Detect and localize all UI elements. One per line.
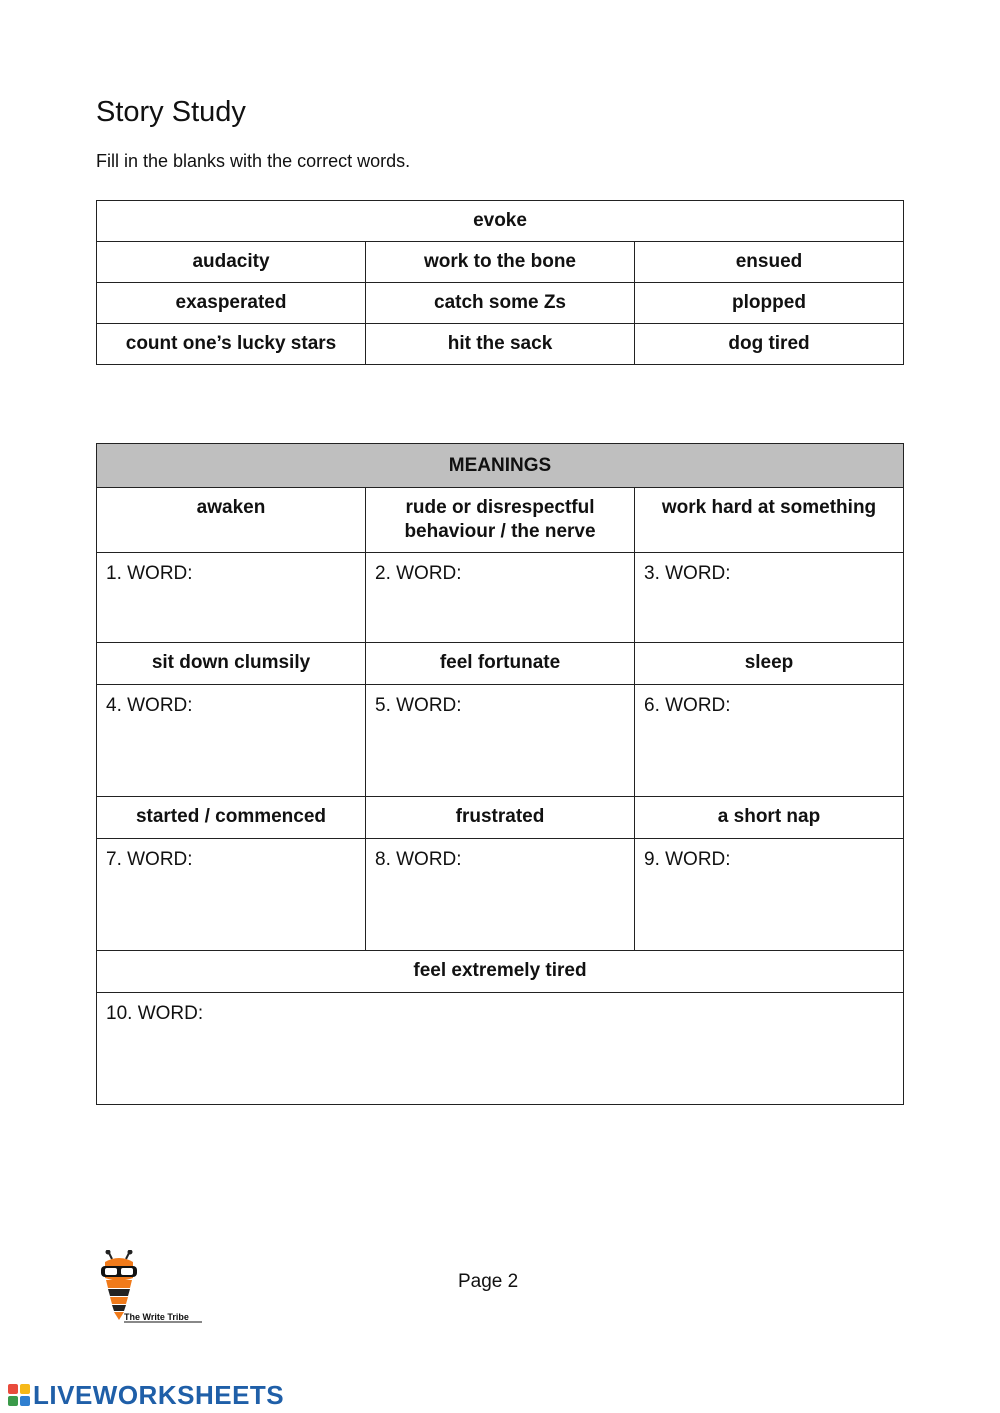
meaning-cell: a short nap: [635, 797, 904, 839]
logo-text: The Write Tribe: [124, 1312, 189, 1322]
meaning-cell: started / commenced: [97, 797, 366, 839]
answer-label: 2. WORD:: [375, 563, 462, 584]
answer-cell[interactable]: [635, 553, 904, 643]
instructions: Fill in the blanks with the correct words.: [96, 151, 411, 171]
meaning-cell: work hard at something: [635, 488, 904, 553]
meaning-cell: feel extremely tired: [97, 951, 904, 993]
answer-cell[interactable]: [97, 685, 366, 797]
word-bank-cell: ensued: [635, 242, 904, 283]
table-row: [97, 685, 904, 797]
word-bank-cell: exasperated: [97, 283, 366, 324]
answer-label: 9. WORD:: [644, 849, 731, 870]
answer-label: 7. WORD:: [106, 849, 193, 870]
answer-cell[interactable]: [366, 685, 635, 797]
word-bank-cell: catch some Zs: [366, 283, 635, 324]
answer-label: 6. WORD:: [644, 695, 731, 716]
answer-cell[interactable]: [635, 685, 904, 797]
meaning-cell: awaken: [97, 488, 366, 553]
answer-cell[interactable]: [97, 993, 904, 1105]
page-title: Story Study: [96, 96, 246, 128]
meaning-cell: frustrated: [366, 797, 635, 839]
meaning-cell: sleep: [635, 643, 904, 685]
table-row: [97, 553, 904, 643]
answer-cell[interactable]: [97, 839, 366, 951]
answer-label: 4. WORD:: [106, 695, 193, 716]
word-bank-cell: count one’s lucky stars: [97, 324, 366, 365]
answer-cell[interactable]: [97, 553, 366, 643]
table-row: [97, 283, 904, 324]
page-number: Page 2: [458, 1271, 519, 1292]
table-row: [97, 201, 904, 242]
table-row: [97, 797, 904, 839]
answer-label: 1. WORD:: [106, 563, 193, 584]
meanings-heading: MEANINGS: [97, 444, 904, 488]
blocks-icon: [8, 1384, 30, 1406]
table-row: [97, 643, 904, 685]
table-row: [97, 951, 904, 993]
meaning-cell: sit down clumsily: [97, 643, 366, 685]
word-bank-cell: dog tired: [635, 324, 904, 365]
word-bank-cell: plopped: [635, 283, 904, 324]
word-bank-cell: work to the bone: [366, 242, 635, 283]
table-row: [97, 242, 904, 283]
answer-label: 3. WORD:: [644, 563, 731, 584]
answer-cell[interactable]: [635, 839, 904, 951]
liveworksheets-brand: [8, 1381, 284, 1409]
answer-label: 8. WORD:: [375, 849, 462, 870]
table-row: [97, 324, 904, 365]
table-row: [97, 839, 904, 951]
word-bank-cell: hit the sack: [366, 324, 635, 365]
meanings-table: [96, 443, 904, 1105]
answer-label: 10. WORD:: [106, 1003, 204, 1024]
meaning-cell: feel fortunate: [366, 643, 635, 685]
meaning-cell: rude or disrespectful behaviour / the nerve: [366, 488, 635, 553]
answer-cell[interactable]: [366, 839, 635, 951]
answer-label: 5. WORD:: [375, 695, 462, 716]
table-row: [97, 488, 904, 553]
table-row: [97, 444, 904, 488]
write-tribe-logo: [98, 1250, 208, 1328]
word-bank-cell: audacity: [97, 242, 366, 283]
table-row: [97, 993, 904, 1105]
word-bank-cell: evoke: [97, 201, 904, 242]
brand-text: LIVEWORKSHEETS: [33, 1380, 285, 1410]
answer-cell[interactable]: [366, 553, 635, 643]
word-bank-table: [96, 200, 904, 365]
